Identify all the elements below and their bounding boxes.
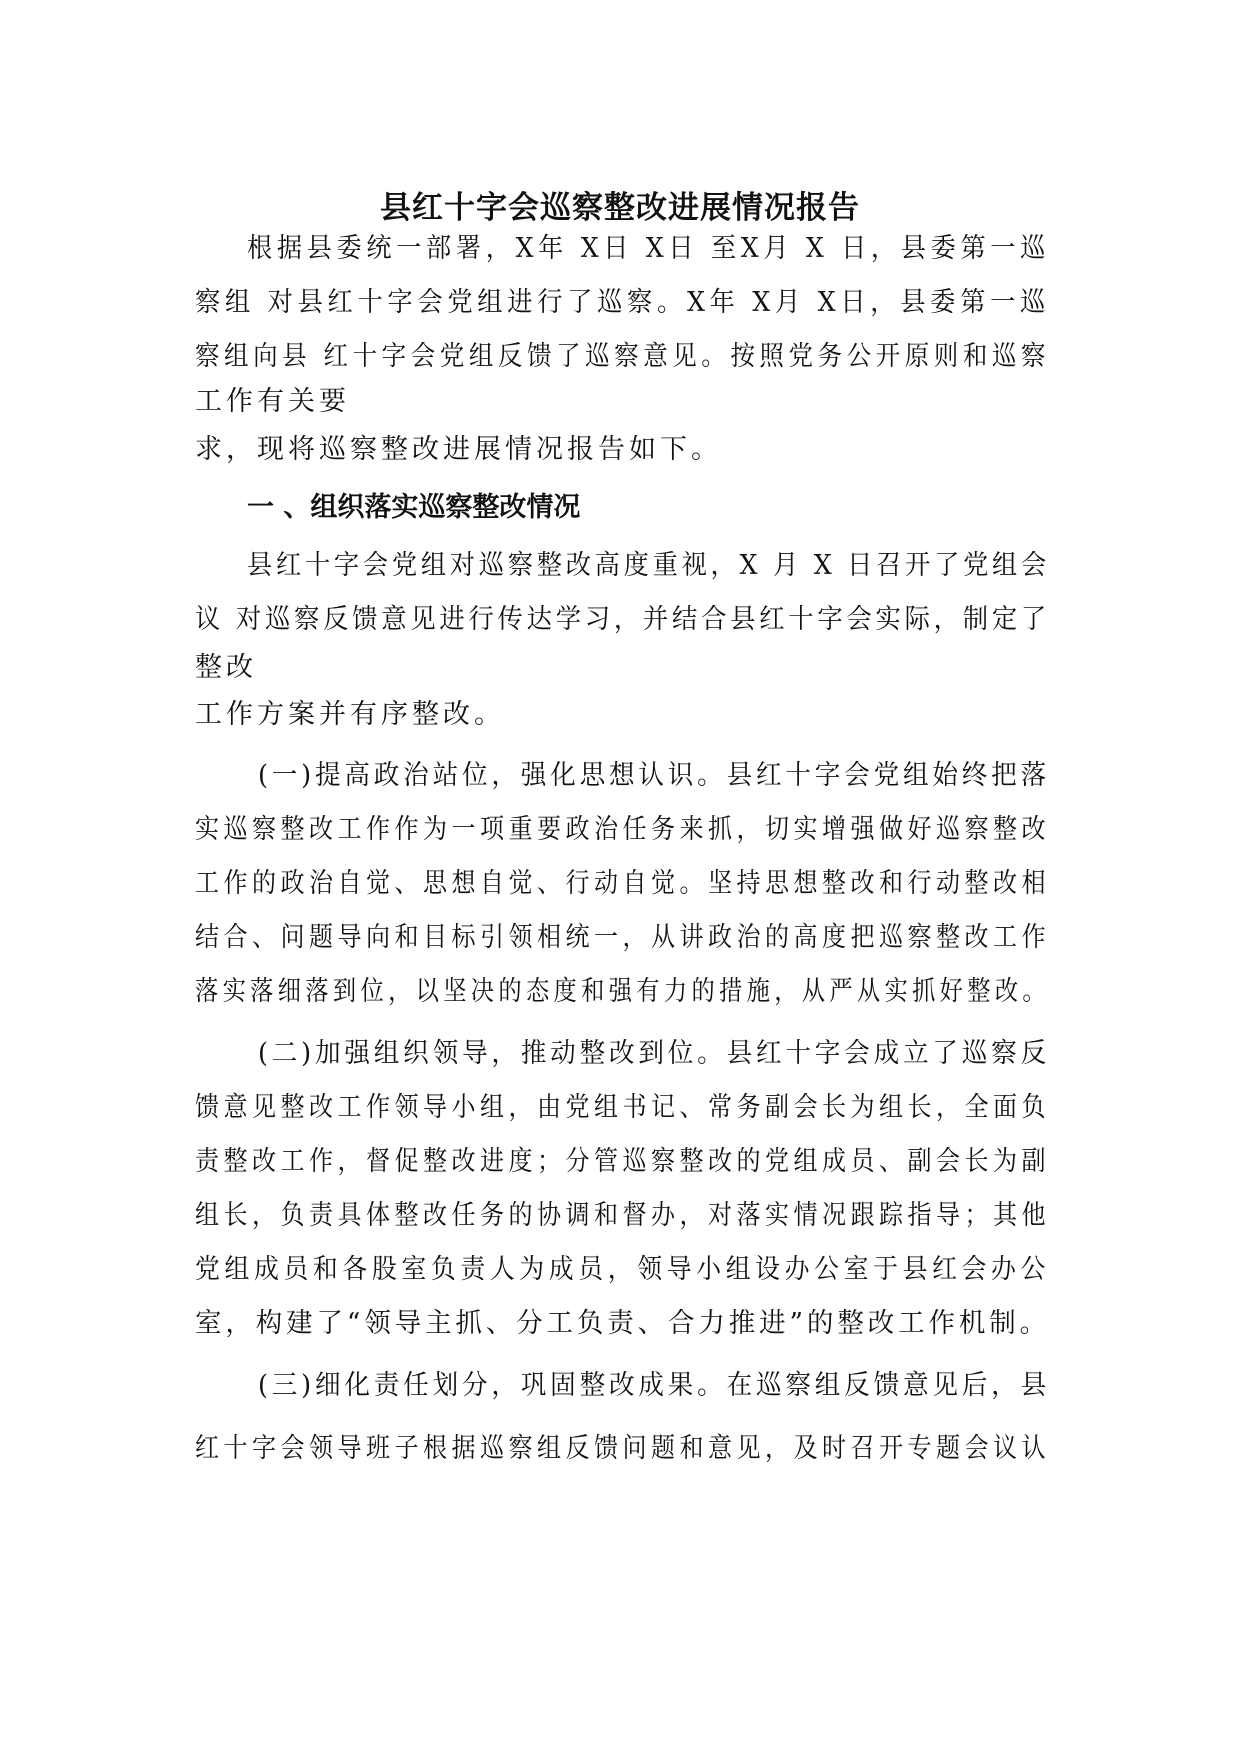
item-line: 工作的政治自觉、思想自觉、行动自觉。坚持思想整改和行动整改相	[195, 868, 1050, 899]
paragraph-line: 县红十字会党组对巡察整改高度重视，X 月 X 日召开了党组会	[247, 550, 1050, 581]
item-line: (一)提高政治站位，强化思想认识。县红十字会党组始终把落	[258, 760, 1050, 791]
item-line: 责整改工作，督促整改进度；分管巡察整改的党组成员、副会长为副	[195, 1146, 1050, 1177]
paragraph-line: 议 对巡察反馈意见进行传达学习，并结合县红十字会实际，制定了	[195, 604, 1050, 635]
intro-line: 求，现将巡察整改进展情况报告如下。	[195, 434, 722, 465]
item-line: 结合、问题导向和目标引领相统一，从讲政治的高度把巡察整改工作	[195, 922, 1050, 953]
item-line: (二)加强组织领导，推动整改到位。县红十字会成立了巡察反	[258, 1038, 1050, 1069]
paragraph-line: 工作方案并有序整改。	[195, 699, 505, 730]
item-line: 党组成员和各股室负责人为成员，领导小组设办公室于县红会办公	[195, 1254, 1050, 1285]
item-line: 室，构建了“领导主抓、分工负责、合力推进”的整改工作机制。	[195, 1308, 1050, 1339]
section-heading: 一 、组织落实巡察整改情况	[247, 492, 581, 523]
item-line: 红十字会领导班子根据巡察组反馈问题和意见，及时召开专题会议认	[195, 1433, 1050, 1464]
document-title: 县红十字会巡察整改进展情况报告	[380, 190, 860, 226]
item-line: 实巡察整改工作作为一项重要政治任务来抓，切实增强做好巡察整改	[195, 814, 1050, 845]
item-line: 组长，负责具体整改任务的协调和督办，对落实情况跟踪指导；其他	[195, 1200, 1050, 1231]
intro-line: 根据县委统一部署，X年 X日 X日 至X月 X 日，县委第一巡	[247, 233, 1050, 264]
item-line: (三)细化责任划分，巩固整改成果。在巡察组反馈意见后，县	[258, 1370, 1050, 1401]
intro-line: 工作有关要	[195, 386, 350, 417]
intro-line: 察组向县 红十字会党组反馈了巡察意见。按照党务公开原则和巡察	[195, 341, 1050, 372]
item-line: 馈意见整改工作领导小组，由党组书记、常务副会长为组长，全面负	[195, 1092, 1050, 1123]
item-line: 落实落细落到位，以坚决的态度和强有力的措施，从严从实抓好整改。	[195, 976, 1050, 1007]
paragraph-line: 整改	[195, 652, 257, 683]
intro-line: 察组 对县红十字会党组进行了巡察。X年 X月 X日，县委第一巡	[195, 287, 1050, 318]
